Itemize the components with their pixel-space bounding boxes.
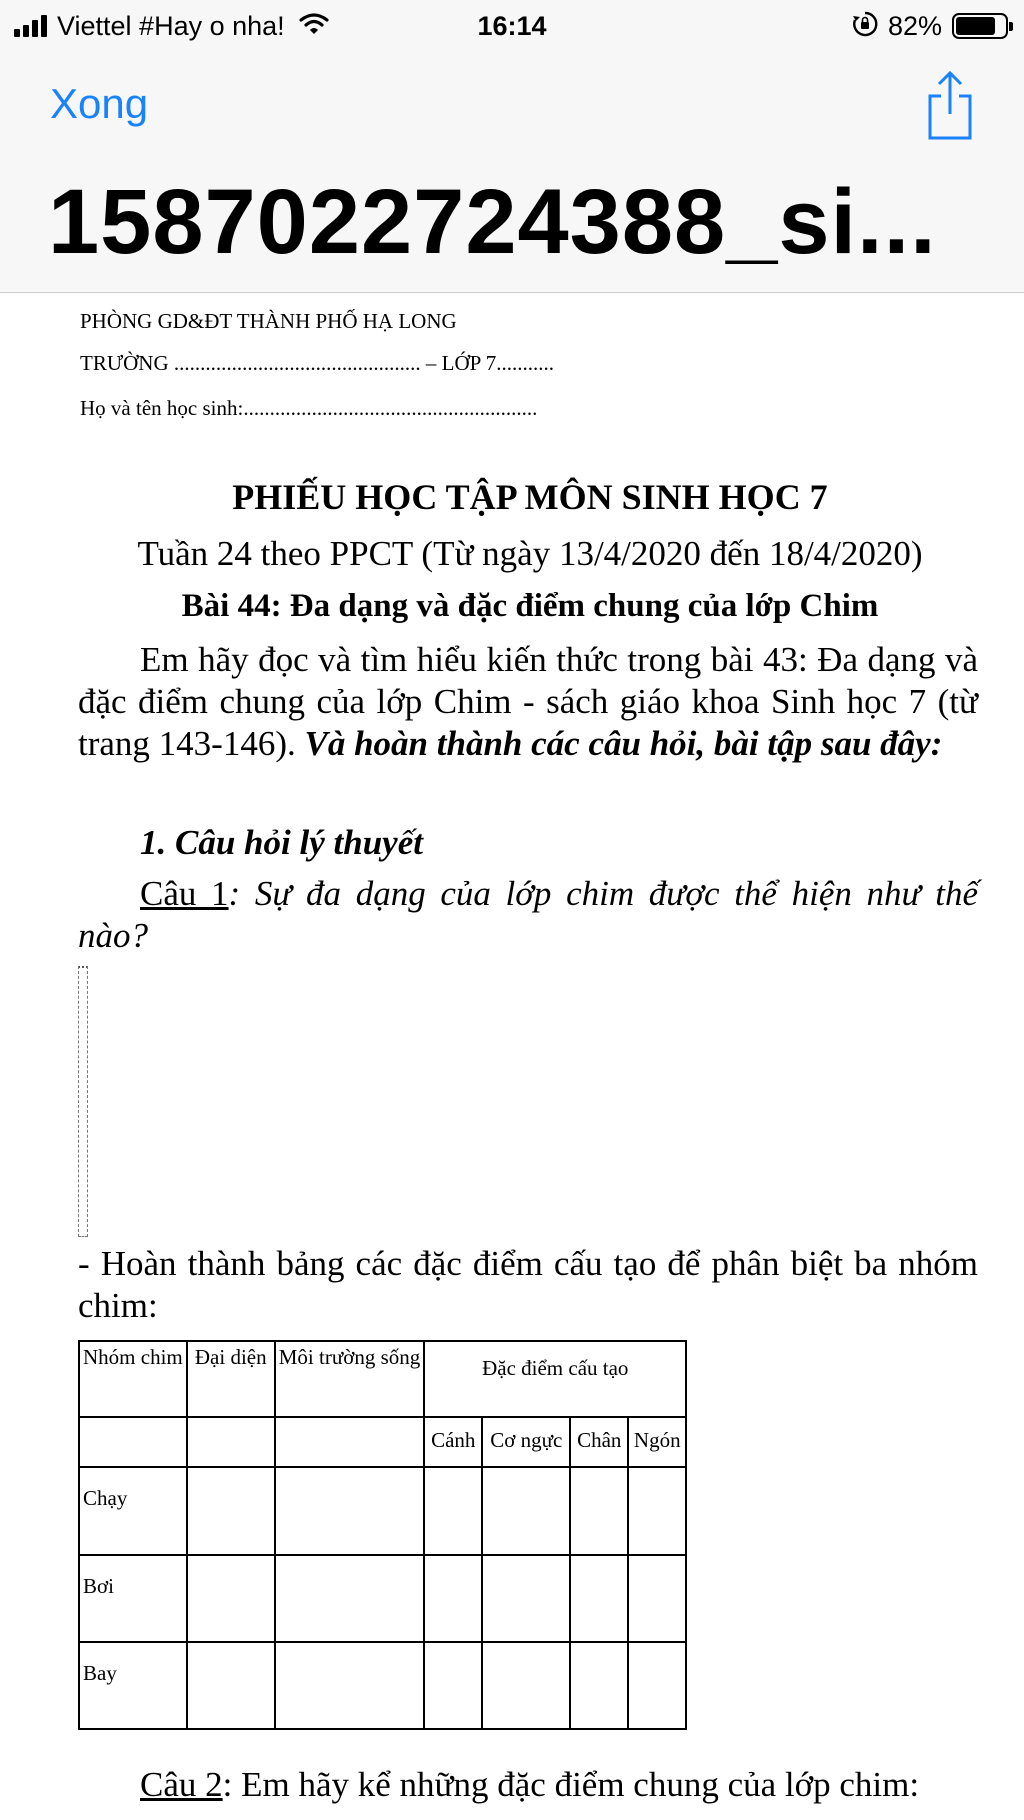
battery-icon (952, 13, 1008, 39)
document-page (0, 293, 1024, 1820)
header-habitat: Môi trường sống (275, 1341, 425, 1417)
battery-percent: 82% (887, 10, 942, 41)
question-1-text: : Sự đa dạng của lớp chim được thể hiện như thế nào? (78, 874, 978, 955)
intro-text: Em hãy đọc và tìm hiểu kiến thức trong bài 43: Đa dạng và đặc điểm chung của lớp Chim - sách giáo khoa Sinh học 7 (từ trang 143-146). (78, 640, 978, 763)
clock: 16:14 (477, 11, 547, 41)
header-features: Đặc điểm cấu tạo (424, 1341, 686, 1417)
status-right (852, 8, 1008, 44)
document-title: 1587022724388_si... (48, 171, 937, 273)
row-label-flying: Bay (79, 1642, 187, 1729)
lesson-title: Bài 44: Đa dạng và đặc điểm chung của lớp Chim (181, 588, 879, 624)
table-cell[interactable] (482, 1555, 570, 1642)
bird-groups-table (78, 1340, 687, 1730)
subheader-wing: Cánh (424, 1417, 482, 1467)
share-button[interactable] (924, 70, 976, 142)
table-cell[interactable] (628, 1642, 686, 1729)
table-cell[interactable] (275, 1555, 425, 1642)
table-cell[interactable] (570, 1555, 628, 1642)
table-cell[interactable] (275, 1417, 425, 1467)
table-cell[interactable] (275, 1642, 425, 1729)
table-cell[interactable] (482, 1467, 570, 1555)
student-label: Họ và tên học sinh: (80, 396, 244, 420)
question-2-label: Câu 2 (140, 1765, 223, 1804)
nav-bar (0, 52, 1024, 293)
department-line: PHÒNG GD&ĐT THÀNH PHỐ HẠ LONG (80, 309, 457, 333)
table-cell[interactable] (187, 1642, 275, 1729)
rotation-lock-icon (852, 11, 878, 42)
table-cell[interactable] (79, 1417, 187, 1467)
table-cell[interactable] (424, 1555, 482, 1642)
share-icon (924, 70, 976, 142)
table-cell[interactable] (187, 1467, 275, 1555)
subheader-chest-muscle: Cơ ngực (482, 1417, 570, 1467)
table-cell[interactable] (187, 1417, 275, 1467)
status-bar (0, 0, 1024, 52)
table-cell[interactable] (424, 1642, 482, 1729)
question-2 (78, 1764, 978, 1806)
answer-text-box[interactable] (78, 966, 88, 1237)
school-line (80, 351, 554, 376)
row-label-running: Chạy (79, 1467, 187, 1555)
battery-cap (1009, 22, 1013, 31)
table-cell[interactable] (482, 1642, 570, 1729)
done-button[interactable]: Xong (50, 80, 149, 127)
table-cell[interactable] (628, 1555, 686, 1642)
table-header-row (79, 1341, 686, 1417)
table-instruction: - Hoàn thành bảng các đặc điểm cấu tạo để phân biệt ba nhóm chim: (78, 1244, 978, 1325)
student-line (80, 396, 537, 421)
row-label-swimming: Bơi (79, 1555, 187, 1642)
table-row (79, 1467, 686, 1555)
table-row (79, 1642, 686, 1729)
table-cell[interactable] (570, 1642, 628, 1729)
question-2-text: : Em hãy kể những đặc điểm chung của lớp chim: (222, 1765, 920, 1804)
school-label: TRƯỜNG (80, 351, 169, 375)
table-cell[interactable] (187, 1555, 275, 1642)
class-dots: ........... (496, 351, 555, 375)
subheader-leg: Chân (570, 1417, 628, 1467)
worksheet-title: PHIẾU HỌC TẬP MÔN SINH HỌC 7 (232, 477, 828, 517)
header-group: Nhóm chim (79, 1341, 187, 1417)
header-representative: Đại diện (187, 1341, 275, 1417)
table-cell[interactable] (275, 1467, 425, 1555)
intro-paragraph (78, 639, 978, 765)
week-line: Tuần 24 theo PPCT (Từ ngày 13/4/2020 đến 18/4/2020) (137, 534, 923, 573)
question-1-label: Câu 1 (140, 874, 229, 913)
class-label: – LỚP 7 (425, 351, 497, 375)
table-cell[interactable] (570, 1467, 628, 1555)
section-heading: 1. Câu hỏi lý thuyết (140, 823, 423, 862)
table-subheader-row (79, 1417, 686, 1467)
intro-instruction: Và hoàn thành các câu hỏi, bài tập sau đây: (304, 724, 943, 763)
battery-fill (956, 17, 995, 35)
question-1 (78, 873, 978, 957)
table-row (79, 1555, 686, 1642)
student-dots: ........................................................ (243, 396, 538, 420)
table-cell[interactable] (424, 1467, 482, 1555)
carrier-name: Viettel #Hay o nha! (57, 10, 285, 41)
table-cell[interactable] (628, 1467, 686, 1555)
school-dots: ............................................... (173, 351, 421, 375)
subheader-toe: Ngón (628, 1417, 686, 1467)
